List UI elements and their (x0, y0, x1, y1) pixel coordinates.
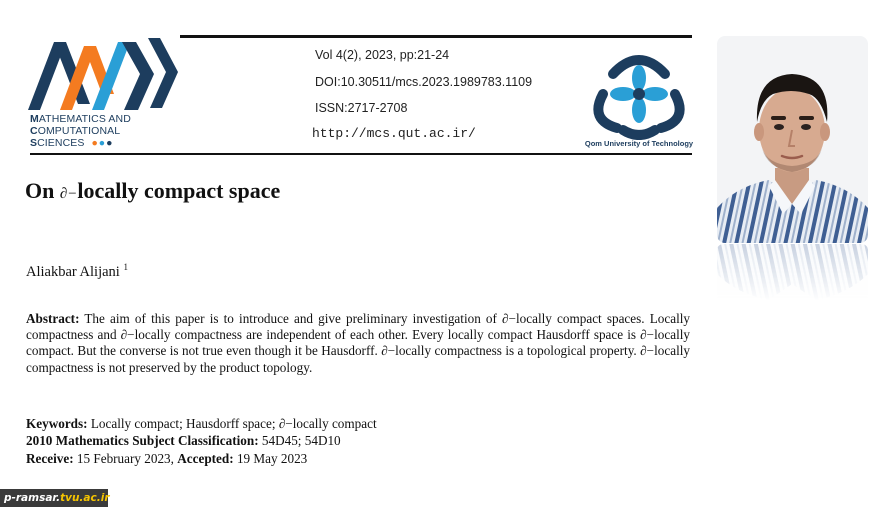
receive-accepted-dates: Receive: 15 February 2023, Accepted: 19 May 2023 (26, 451, 308, 466)
msc-classification: 2010 Mathematics Subject Classification: 54D45; 54D10 (26, 433, 341, 448)
author-photo (717, 36, 868, 243)
header-bottom-rule (30, 153, 692, 155)
abstract (26, 311, 690, 376)
author-photo-reflection (717, 244, 868, 302)
author: Aliakbar Alijani $^1$ (26, 262, 128, 280)
journal-name: MATHEMATICS AND COMPUTATIONAL SCIENCES ●●● (30, 113, 131, 149)
journal-url: http://mcs.qut.ac.ir/ (312, 126, 476, 141)
doi: DOI:10.30511/mcs.2023.1989783.1109 (315, 75, 533, 89)
qom-university-logo (583, 44, 695, 140)
logo-dots-icon: ●●● (87, 137, 114, 149)
header-top-rule (180, 35, 692, 38)
abstract-text: The aim of this paper is to introduce and give preliminary investigation of ∂−locally compact spaces. Locally compactness and ∂−locally compactness are independent of each other. Every locally compact Hausdorff space is ∂−locally compact. But the converse is not true even though it be Hausdorff. ∂−locally compactness is a topological property. ∂−locally compactness is not preserved by the product topology. (26, 311, 690, 375)
volume-info: Vol 4(2), 2023, pp:21-24 (315, 48, 450, 62)
site-badge[interactable]: p-ramsar.tvu.ac.ir (0, 489, 108, 507)
issn: ISSN:2717-2708 (315, 101, 408, 115)
university-name: Qom University of Technology (584, 139, 694, 148)
paper-title: On ∂−locally compact space (25, 178, 281, 203)
keywords: Keywords: Locally compact; Hausdorff space; ∂−locally compact (26, 416, 377, 431)
abstract-label: Abstract: (26, 311, 80, 326)
